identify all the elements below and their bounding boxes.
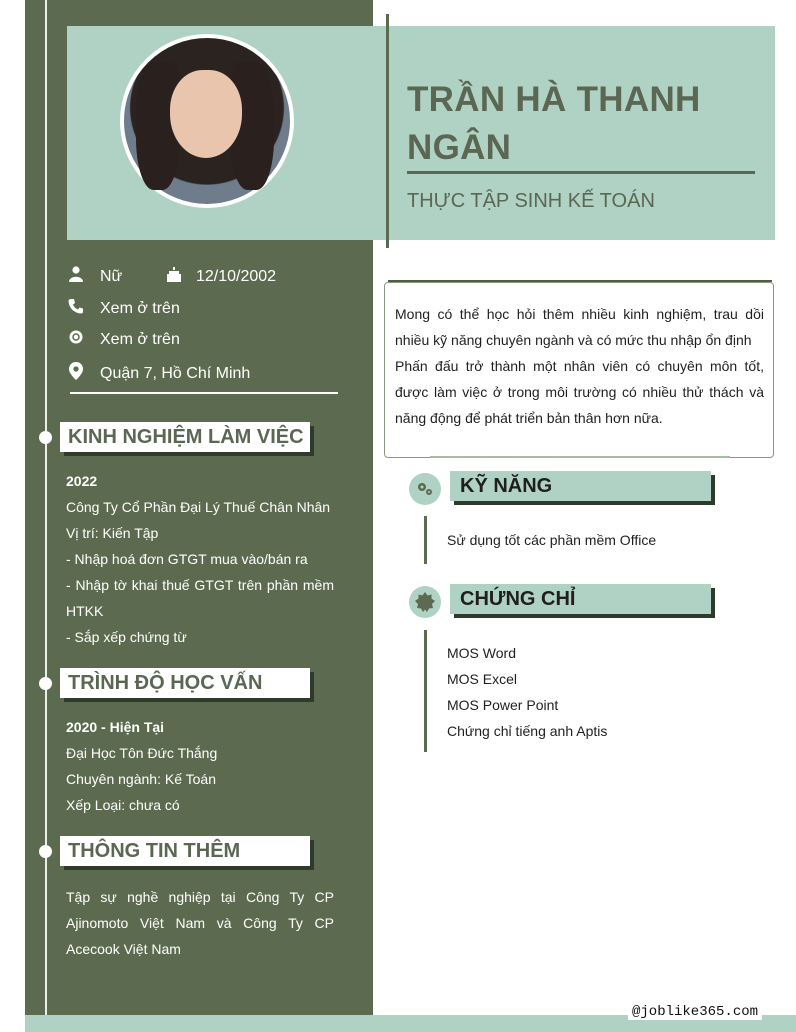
certificate-item: Chứng chỉ tiếng anh Aptis — [447, 723, 608, 739]
certificate-item: MOS Word — [447, 645, 516, 661]
experience-duty: - Sắp xếp chứng từ — [66, 629, 187, 645]
contact-gender — [66, 266, 122, 287]
experience-year: 2022 — [66, 473, 98, 489]
experience-block — [66, 468, 334, 650]
education-rank: Xếp Loại: chưa có — [66, 797, 180, 813]
objective-top-border — [388, 280, 772, 282]
experience-position: Vị trí: Kiến Tập — [66, 525, 159, 541]
certificate-item: MOS Excel — [447, 671, 518, 687]
objective-line: Mong có thể học hỏi thêm nhiều kinh nghiệm, trau dồi nhiều kỹ năng chuyên ngành và có mức thu nhập ổn định — [395, 306, 764, 348]
certificates-list — [447, 640, 607, 744]
objective-box — [384, 282, 774, 458]
badge-icon — [409, 586, 441, 618]
skills-heading: KỸ NĂNG — [450, 471, 711, 501]
timeline-line — [45, 0, 47, 1032]
skills-bar — [424, 516, 427, 564]
contact-birthday — [164, 266, 276, 287]
certificates-bar — [424, 630, 427, 752]
objective-bottom-border — [430, 456, 730, 458]
timeline-dot — [39, 431, 52, 444]
email-icon — [66, 330, 86, 349]
birthday-value: 12/10/2002 — [196, 267, 277, 285]
address-value: Quận 7, Hồ Chí Minh — [100, 364, 251, 382]
education-period: 2020 - Hiện Tại — [66, 719, 165, 735]
education-school: Đại Học Tôn Đức Thắng — [66, 745, 218, 761]
experience-company: Công Ty Cổ Phần Đại Lý Thuế Chân Nhân — [66, 499, 331, 515]
phone-icon — [66, 298, 86, 319]
birthday-cake-icon — [164, 266, 184, 287]
job-title: THỰC TẬP SINH KẾ TOÁN — [407, 190, 655, 212]
contact-phone — [66, 298, 180, 319]
education-block — [66, 714, 334, 818]
gender-value: Nữ — [100, 267, 123, 285]
contact-email — [66, 330, 180, 349]
timeline-dot — [39, 677, 52, 690]
avatar-face — [170, 70, 242, 158]
additional-heading: THÔNG TIN THÊM — [60, 836, 310, 866]
timeline-dot — [39, 845, 52, 858]
experience-duty: - Nhập hoá đơn GTGT mua vào/bán ra — [66, 551, 308, 567]
education-major: Chuyên ngành: Kế Toán — [66, 771, 216, 787]
experience-duty: - Nhập tờ khai thuế GTGT trên phần mềm HTKK — [66, 577, 334, 619]
certificate-item: MOS Power Point — [447, 697, 559, 713]
contact-address — [66, 362, 250, 385]
experience-heading: KINH NGHIỆM LÀM VIỆC — [60, 422, 310, 452]
location-pin-icon — [66, 362, 86, 385]
additional-text: Tập sự nghề nghiệp tại Công Ty CP Ajinomoto Việt Nam và Công Ty CP Acecook Việt Nam — [66, 889, 334, 957]
phone-value: Xem ở trên — [100, 299, 180, 317]
contact-divider — [70, 392, 338, 394]
gears-icon — [409, 473, 441, 505]
email-value: Xem ở trên — [100, 330, 180, 348]
watermark: @joblike365.com — [628, 1004, 762, 1020]
name-underline — [407, 171, 755, 174]
education-heading: TRÌNH ĐỘ HỌC VẤN — [60, 668, 310, 698]
candidate-name: TRẦN HÀ THANH NGÂN — [407, 80, 701, 167]
skill-item: Sử dụng tốt các phần mềm Office — [447, 532, 657, 548]
objective-line: Phấn đấu trở thành một nhân viên có chuyên môn tốt, được làm việc ở trong môi trường có nhiều thử thách và năng động để phát triển bản thân hơn nữa. — [395, 358, 764, 426]
header-divider — [386, 14, 389, 248]
user-icon — [66, 266, 86, 287]
certificates-heading: CHỨNG CHỈ — [450, 584, 711, 614]
